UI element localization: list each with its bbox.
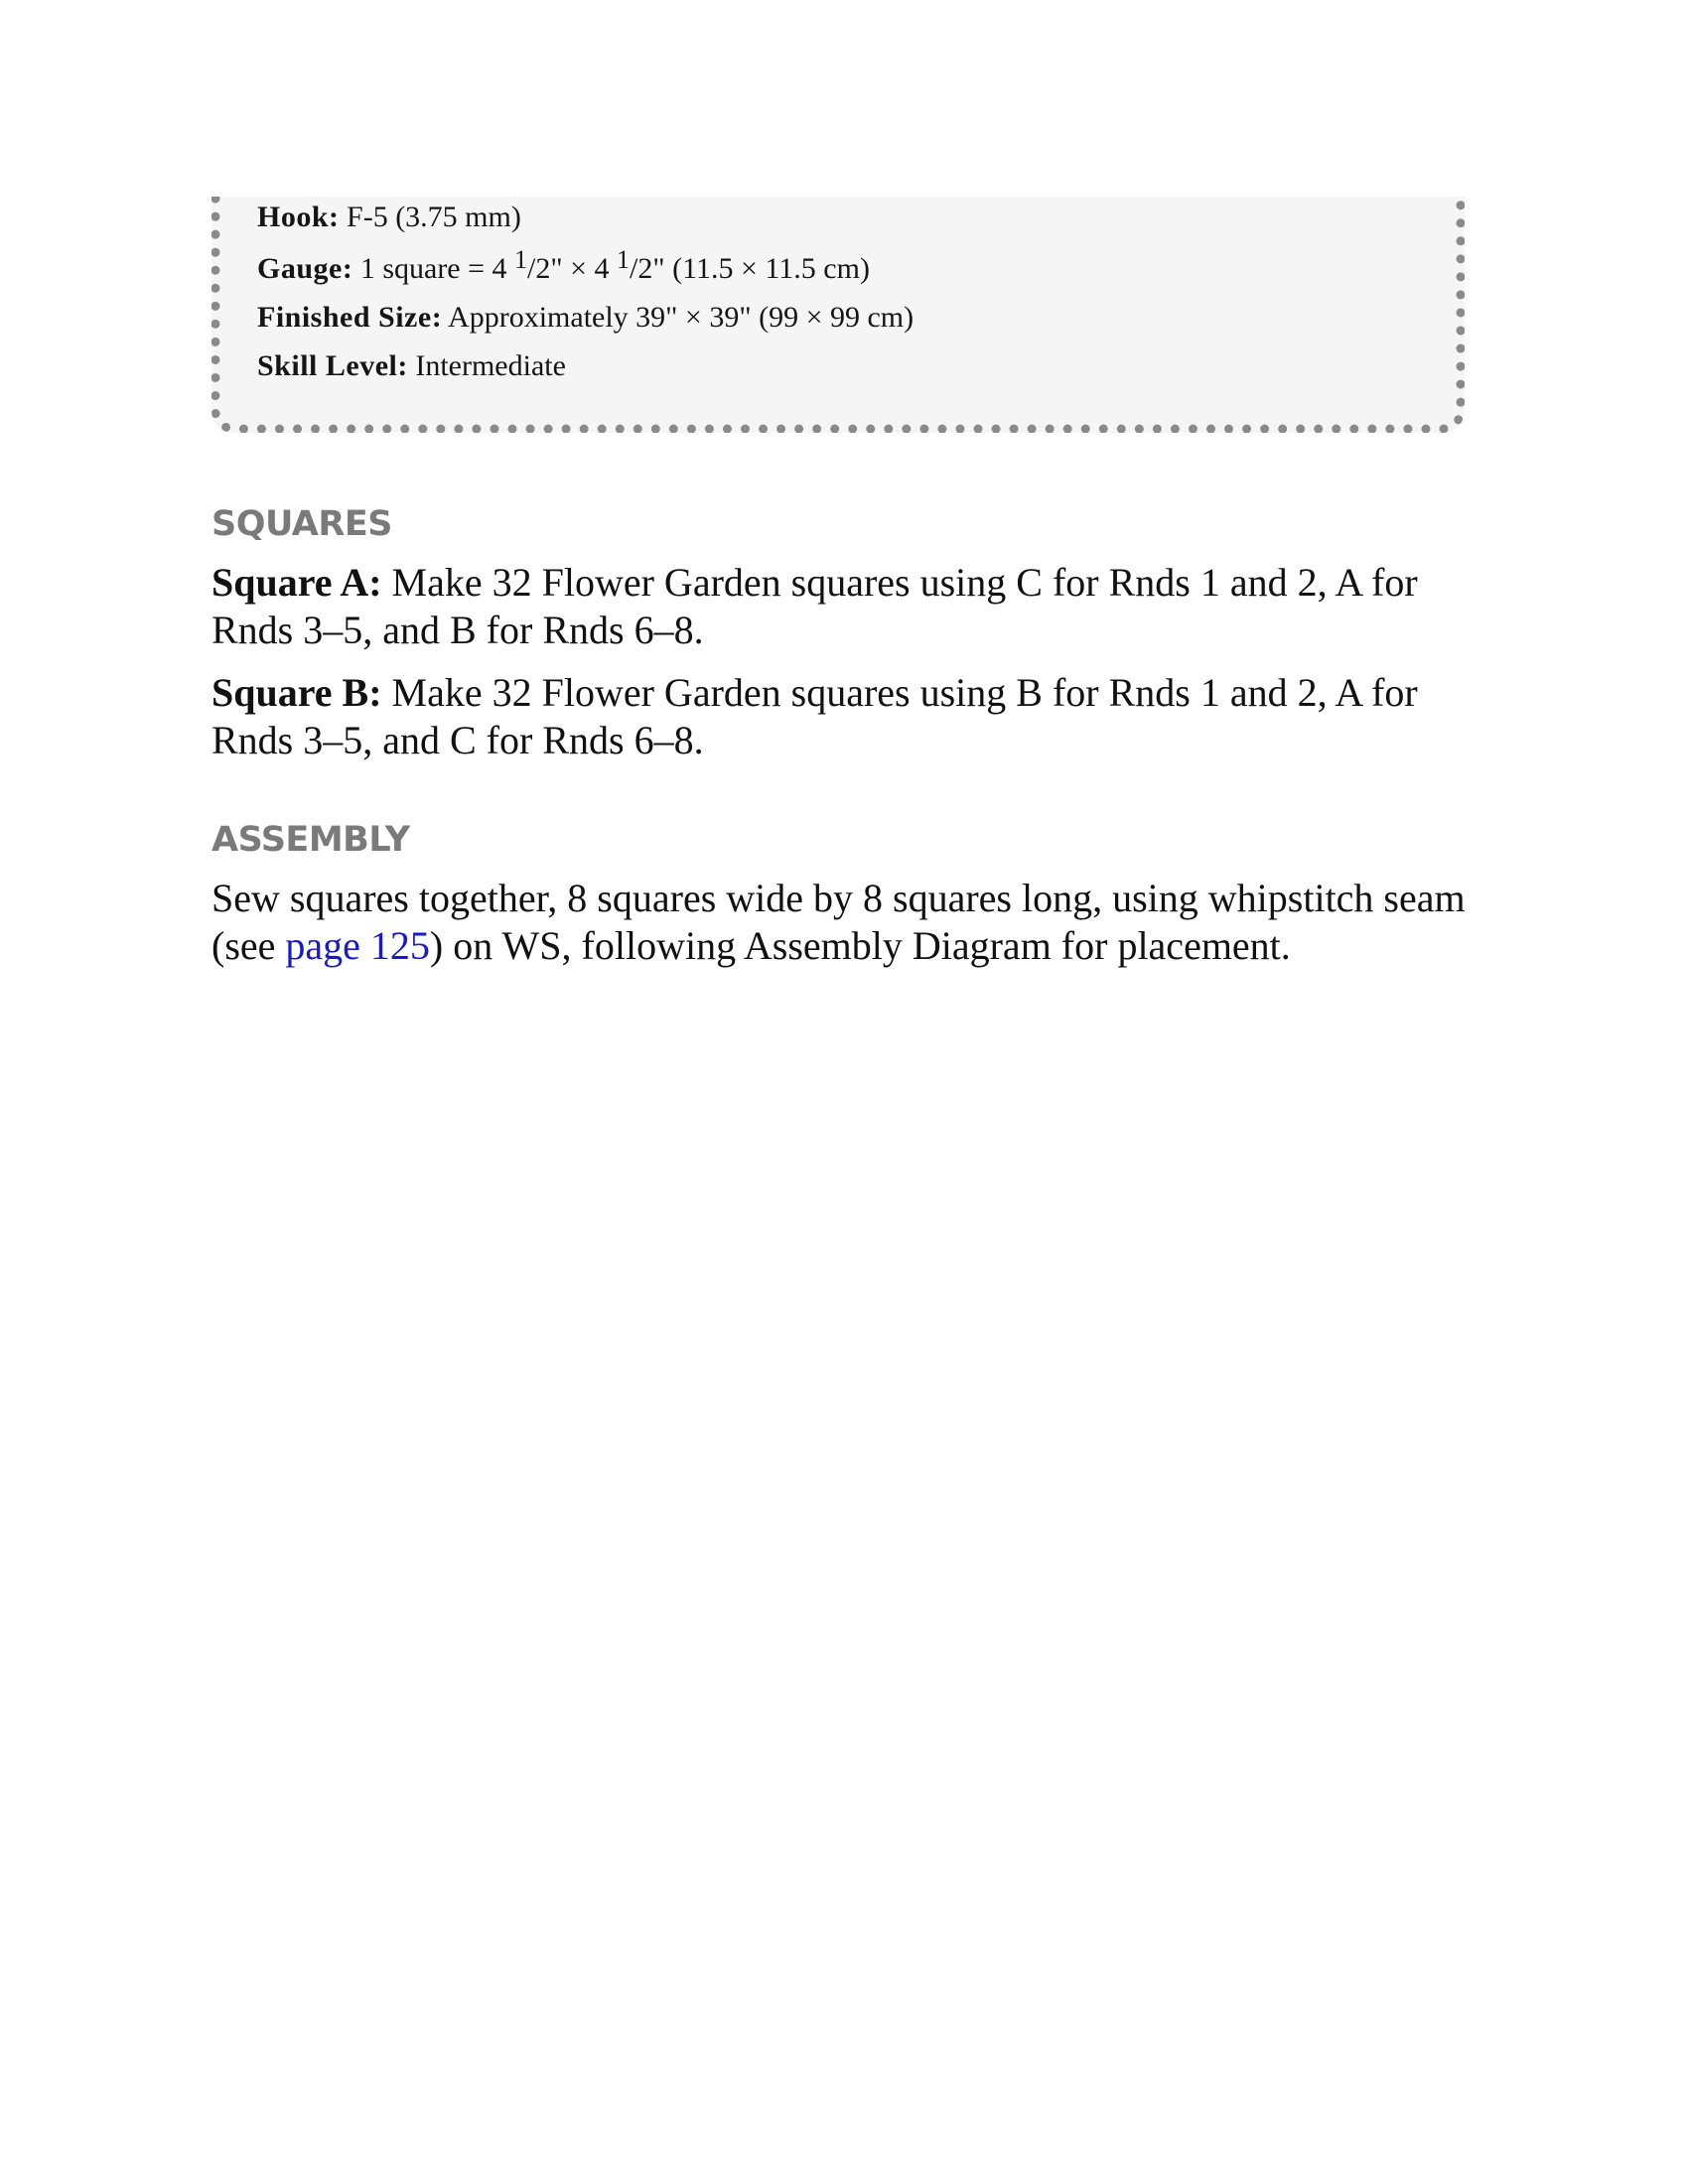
finished-size-line [257,300,914,336]
gauge-value-prefix: 1 square = 4 [359,252,515,285]
hook-value: F-5 (3.75 mm) [347,201,521,233]
hook-line [257,200,521,235]
square-a-text: Make 32 Flower Garden squares using C for Rnds 1 and 2, A for Rnds 3–5, and B for Rnds 6–8. [211,560,1418,652]
gauge-fraction-numerator-2: 1 [617,245,631,274]
page-125-link[interactable]: page 125 [285,923,430,968]
hook-label: Hook: [257,201,340,233]
squares-heading: SQUARES [211,504,392,544]
assembly-text-before: Sew squares together, 8 squares wide by 8 squares long, using whipstitch seam (see [211,876,1466,968]
gauge-label: Gauge: [257,252,353,285]
assembly-heading: ASSEMBLY [211,820,410,860]
skill-level-line [257,348,566,384]
assembly-text-after: ) on WS, following Assembly Diagram for placement. [429,923,1291,968]
square-a-label: Square A: [211,560,382,605]
skill-level-value: Intermediate [415,349,566,382]
square-a-paragraph [211,559,1473,654]
gauge-line [257,245,870,287]
square-b-paragraph [211,669,1473,764]
assembly-paragraph [211,875,1473,970]
gauge-fraction-numerator-1: 1 [514,245,528,274]
gauge-value-suffix: /2" (11.5 × 11.5 cm) [630,252,870,285]
skill-level-label: Skill Level: [257,349,408,382]
gauge-value-mid: /2" × 4 [527,252,618,285]
square-b-text: Make 32 Flower Garden squares using B for Rnds 1 and 2, A for Rnds 3–5, and C for Rnds 6–8. [211,670,1418,762]
materials-info-box [211,197,1465,433]
finished-size-label: Finished Size: [257,301,443,334]
finished-size-value: Approximately 39" × 39" (99 × 99 cm) [448,301,914,334]
square-b-label: Square B: [211,670,382,715]
